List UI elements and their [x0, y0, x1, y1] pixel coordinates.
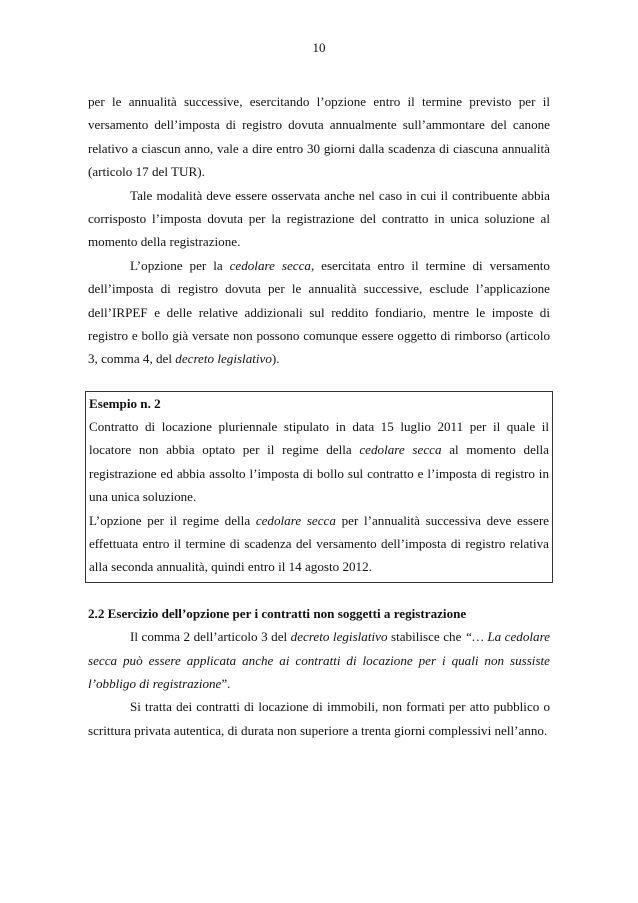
text-run: stabilisce che: [387, 629, 465, 645]
text-run: L’opzione per la: [130, 257, 230, 273]
page-number: 10: [312, 40, 326, 55]
text-run: Contratto di locazione pluriennale stipulato in data 15 luglio 2011 per il quale il locatore non abbia optato per il regime della: [89, 418, 549, 458]
paragraph-continuation: per le annualità successive, esercitando l’opzione entro il termine previsto per il versamento dell’imposta di registro dovuta annualmente sull’ammontare del canone relativo a ciascun anno, vale a dire entro 30 giorni dalla scadenza di ciascuna annualità (articolo 17 del TUR).: [88, 94, 550, 180]
example-box: [85, 391, 553, 583]
emphasis-cedolare-secca: cedolare secca: [359, 442, 442, 458]
example-title: Esempio n. 2: [89, 395, 161, 411]
paragraph-contratti: Si tratta dei contratti di locazione di immobili, non formati per atto pubblico o scrittura privata autentica, di durata non superiore a trenta giorni complessivi nell’anno.: [88, 699, 550, 738]
text-run: ).: [271, 351, 280, 367]
emphasis-decreto-legislativo: decreto legislativo: [290, 629, 388, 645]
emphasis-cedolare-secca: cedolare secca: [229, 257, 311, 273]
emphasis-cedolare-secca: cedolare secca: [255, 512, 336, 528]
quoted-law-text: “… La cedolare secca può essere applicata anche ai contratti di locazione per i quali non sussiste l’obbligo di registrazione: [88, 629, 551, 691]
text-run: Il comma 2 dell’articolo 3 del: [130, 629, 291, 645]
example-paragraph-option: [89, 509, 549, 579]
page-body: [88, 90, 550, 742]
paragraph-opzione: [88, 254, 550, 371]
section-heading: 2.2 Esercizio dell’opzione per i contratti non soggetti a registrazione: [88, 605, 467, 621]
text-run: per l’annualità successiva deve essere effettuata entro il termine di scadenza del versamento dell’imposta di registro relativa alla seconda annualità, quindi entro il 14 agosto 2012.: [89, 512, 549, 575]
emphasis-decreto-legislativo: decreto legislativo: [175, 351, 272, 367]
paragraph-modalita: Tale modalità deve essere osservata anche nel caso in cui il contribuente abbia corrisposto l’imposta dovuta per la registrazione del contratto in unica soluzione al momento della registrazione.: [88, 187, 550, 250]
paragraph-comma-2: [88, 625, 550, 695]
text-run: ”.: [221, 675, 231, 691]
text-run: , esercitata entro il termine di versamento dell’imposta di registro dovuta per le annualità successive, esclude l’applicazione dell’IRPEF e delle relative addizionali sul reddito fondiario, mentre le imposte di registro e bollo già versate non possono comunque essere oggetto di rimborso (articolo 3, comma 4, del: [88, 257, 550, 367]
text-run: L’opzione per il regime della: [89, 512, 256, 528]
text-run: al momento della registrazione ed abbia assolto l’imposta di bollo sul contratto e l’imposta di registro in una unica soluzione.: [89, 442, 549, 505]
example-paragraph-contract: [89, 415, 549, 509]
